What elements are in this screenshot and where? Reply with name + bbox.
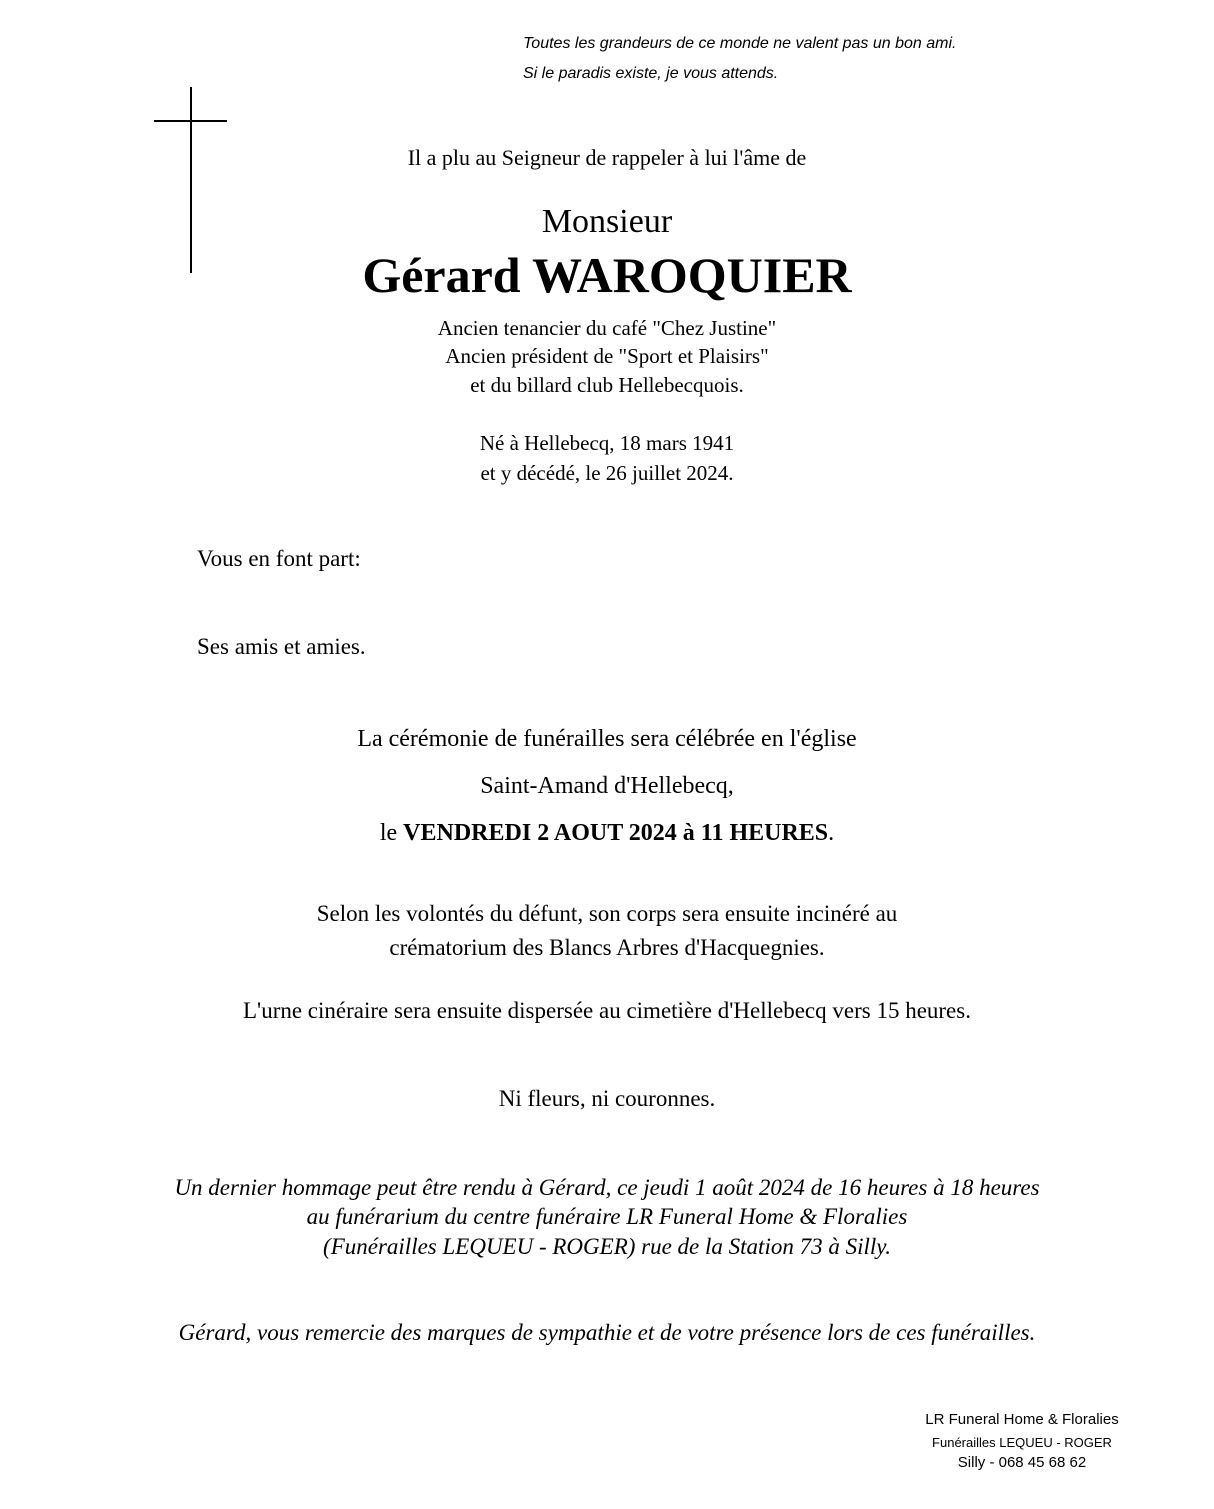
birth-info: Né à Hellebecq, 18 mars 1941 xyxy=(479,431,735,455)
ceremony-line-2: Saint-Amand d'Hellebecq, xyxy=(480,773,734,799)
cross-icon-bar xyxy=(154,120,227,122)
wishes-line-1: Selon les volontés du défunt, son corps sera ensuite incinéré au xyxy=(316,901,898,926)
wishes-line-2: crématorium des Blancs Arbres d'Hacquegnies. xyxy=(389,935,825,960)
epigraph-line-1: Toutes les grandeurs de ce monde ne valent pas un bon ami. xyxy=(523,35,957,52)
homage-line-2: au funérarium du centre funéraire LR Funeral Home & Floralies xyxy=(306,1204,908,1229)
funeral-home-subtitle: Funérailles LEQUEU - ROGER xyxy=(932,1435,1112,1450)
epigraph-line-2: Si le paradis existe, je vous attends. xyxy=(523,65,779,82)
homage-line-3: (Funérailles LEQUEU - ROGER) rue de la Station 73 à Silly. xyxy=(323,1234,891,1259)
funeral-home-contact: Silly - 068 45 68 62 xyxy=(957,1454,1087,1471)
biography-line-3: et du billard club Hellebecquois. xyxy=(470,373,744,397)
biography-line-1: Ancien tenancier du café "Chez Justine" xyxy=(437,316,777,340)
homage-line-1: Un dernier hommage peut être rendu à Gérard, ce jeudi 1 août 2024 de 16 heures à 18 heures xyxy=(174,1175,1040,1200)
urn-info: L'urne cinéraire sera ensuite dispersée au cimetière d'Hellebecq vers 15 heures. xyxy=(243,998,971,1023)
mourners: Ses amis et amies. xyxy=(197,634,366,659)
funeral-home-name: LR Funeral Home & Floralies xyxy=(925,1411,1119,1428)
deceased-name: Gérard WAROQUIER xyxy=(362,247,852,303)
no-flowers: Ni fleurs, ni couronnes. xyxy=(498,1086,716,1111)
death-info: et y décédé, le 26 juillet 2024. xyxy=(480,461,734,485)
thanks-text: Gérard, vous remercie des marques de sympathie et de votre présence lors de ces funérailles. xyxy=(178,1320,1036,1345)
biography-line-2: Ancien président de "Sport et Plaisirs" xyxy=(445,344,769,368)
ceremony-suffix: . xyxy=(828,820,835,846)
intro-text: Il a plu au Seigneur de rappeler à lui l'âme de xyxy=(407,145,807,170)
announcement-label: Vous en font part: xyxy=(197,546,361,571)
ceremony-datetime: VENDREDI 2 AOUT 2024 à 11 HEURES xyxy=(403,820,829,846)
ceremony-line-3 xyxy=(0,820,1214,847)
civility: Monsieur xyxy=(541,203,673,240)
ceremony-prefix: le xyxy=(379,820,404,846)
ceremony-line-1: La cérémonie de funérailles sera célébrée en l'église xyxy=(357,726,857,752)
